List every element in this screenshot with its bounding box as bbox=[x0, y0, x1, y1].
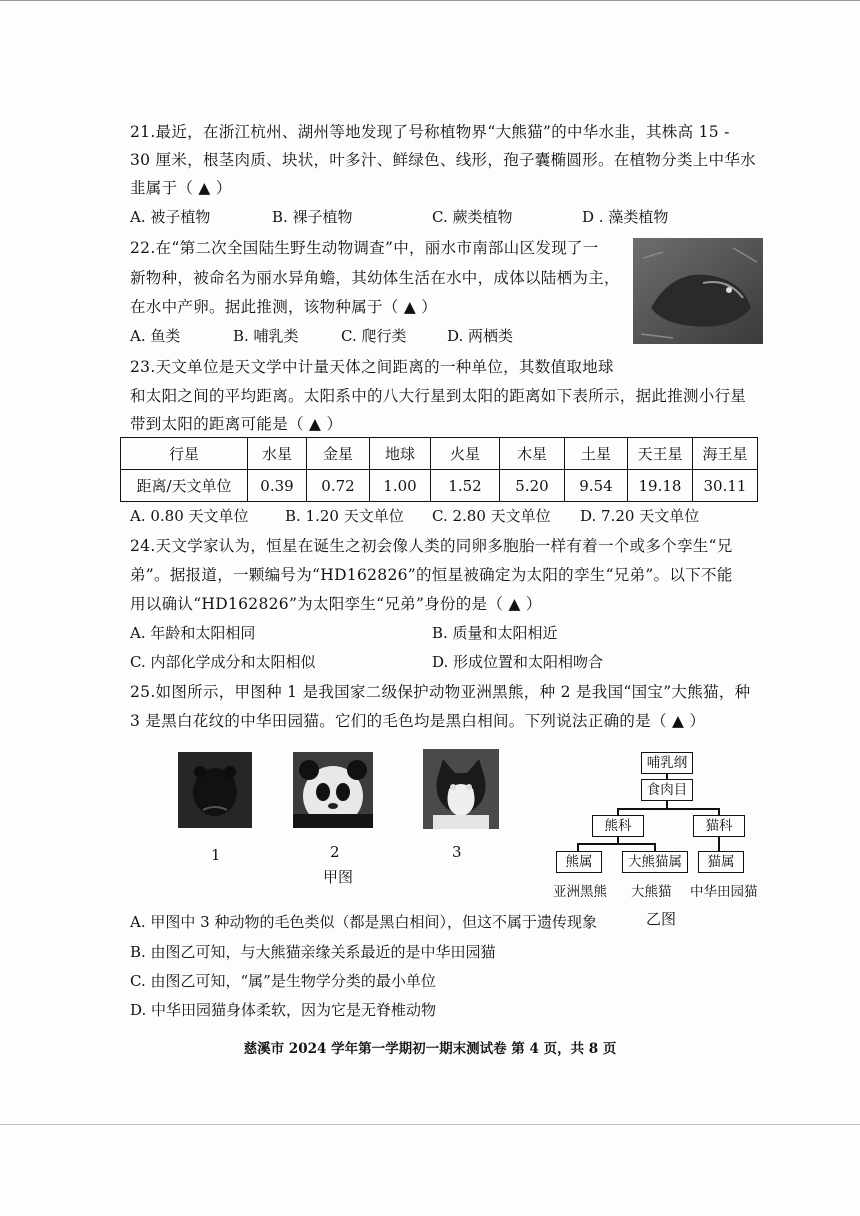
taxon-genus-cat-box: 猫属 bbox=[698, 851, 744, 873]
q23-line-3: 带到太阳的距离可能是（ ▲ ） bbox=[130, 415, 343, 433]
q22-line-3: 在水中产卵。据此推测，该物种属于（ ▲ ） bbox=[130, 298, 438, 316]
tree-connector bbox=[617, 808, 719, 810]
q23-option-c: C. 2.80 天文单位 bbox=[432, 507, 551, 525]
taxon-genus-panda-box: 大熊猫属 bbox=[622, 851, 688, 873]
table-cell: 0.39 bbox=[248, 470, 307, 502]
q22-line-1: 22.在“第二次全国陆生野生动物调查”中，丽水市南部山区发现了一 bbox=[130, 239, 599, 257]
table-header-cell: 火星 bbox=[431, 438, 500, 470]
cat-photo bbox=[423, 749, 499, 829]
figure-b-caption: 乙图 bbox=[646, 910, 677, 928]
table-header-cell: 地球 bbox=[370, 438, 431, 470]
q23-option-b: B. 1.20 天文单位 bbox=[285, 507, 404, 525]
figure-a-label-2: 2 bbox=[330, 843, 340, 861]
q24-option-b: B. 质量和太阳相近 bbox=[432, 624, 558, 642]
q21-option-d: D . 藻类植物 bbox=[582, 208, 669, 226]
q21-option-c: C. 蕨类植物 bbox=[432, 208, 513, 226]
q21-option-b: B. 裸子植物 bbox=[272, 208, 353, 226]
taxon-class-box: 哺乳纲 bbox=[641, 752, 693, 774]
figure-a-caption: 甲图 bbox=[323, 868, 354, 886]
figure-a-label-3: 3 bbox=[452, 843, 462, 861]
planet-distance-table bbox=[120, 437, 758, 502]
q23-option-a: A. 0.80 天文单位 bbox=[130, 507, 249, 525]
toad-photo bbox=[633, 238, 763, 344]
q23-line-2: 和太阳之间的平均距离。太阳系中的八大行星到太阳的距离如下表所示，据此推测小行星 bbox=[130, 387, 747, 405]
table-cell: 5.20 bbox=[500, 470, 565, 502]
taxon-genus-bear-box: 熊属 bbox=[556, 851, 602, 873]
bottom-border bbox=[0, 1124, 860, 1125]
table-header-cell: 土星 bbox=[565, 438, 628, 470]
table-header-cell: 水星 bbox=[248, 438, 307, 470]
giant-panda-photo bbox=[293, 752, 373, 828]
taxon-family-cat-box: 猫科 bbox=[693, 815, 745, 837]
q21-line-3: 韭属于（ ▲ ） bbox=[130, 179, 232, 197]
taxon-family-bear-box: 熊科 bbox=[592, 815, 644, 837]
q24-line-1: 24.天文学家认为，恒星在诞生之初会像人类的同卵多胞胎一样有着一个或多个孪生“兄 bbox=[130, 537, 733, 555]
q24-line-2: 弟”。据报道，一颗编号为“HD162826”的恒星被确定为太阳的孪生“兄弟”。以下不能 bbox=[130, 566, 733, 584]
tree-connector bbox=[577, 843, 655, 845]
taxon-order-box: 食肉目 bbox=[641, 779, 693, 801]
q21-option-a: A. 被子植物 bbox=[130, 208, 211, 226]
species-label-panda: 大熊猫 bbox=[631, 884, 672, 900]
table-header-row bbox=[121, 438, 758, 470]
table-cell: 0.72 bbox=[307, 470, 370, 502]
species-label-black-bear: 亚洲黑熊 bbox=[553, 884, 607, 900]
table-row bbox=[121, 470, 758, 502]
table-cell: 1.00 bbox=[370, 470, 431, 502]
table-cell: 30.11 bbox=[693, 470, 758, 502]
q23-option-d: D. 7.20 天文单位 bbox=[580, 507, 700, 525]
table-cell: 9.54 bbox=[565, 470, 628, 502]
q21-line-1: 21.最近，在浙江杭州、湖州等地发现了号称植物界“大熊猫”的中华水韭，其株高 15 - bbox=[130, 123, 730, 141]
q25-option-d: D. 中华田园猫身体柔软，因为它是无脊椎动物 bbox=[130, 1001, 437, 1019]
tree-connector bbox=[654, 843, 656, 851]
q24-line-3: 用以确认“HD162826”为太阳孪生“兄弟”身份的是（ ▲ ） bbox=[130, 595, 542, 613]
q22-option-a: A. 鱼类 bbox=[130, 327, 181, 345]
page-footer: 慈溪市 2024 学年第一学期初一期末测试卷 第 4 页，共 8 页 bbox=[243, 1041, 617, 1057]
table-cell: 1.52 bbox=[431, 470, 500, 502]
q25-option-a: A. 甲图中 3 种动物的毛色类似（都是黑白相间），但这不属于遗传现象 bbox=[130, 913, 597, 931]
q25-option-b: B. 由图乙可知，与大熊猫亲缘关系最近的是中华田园猫 bbox=[130, 943, 496, 961]
table-header-cell: 金星 bbox=[307, 438, 370, 470]
q25-line-1: 25.如图所示，甲图种 1 是我国家二级保护动物亚洲黑熊，种 2 是我国“国宝”大熊猫，种 bbox=[130, 683, 751, 701]
table-header-cell: 天王星 bbox=[628, 438, 693, 470]
table-header-cell: 行星 bbox=[121, 438, 248, 470]
q22-option-b: B. 哺乳类 bbox=[233, 327, 299, 345]
q22-option-c: C. 爬行类 bbox=[341, 327, 407, 345]
species-label-cat: 中华田园猫 bbox=[690, 884, 758, 900]
q25-option-c: C. 由图乙可知，“属”是生物学分类的最小单位 bbox=[130, 972, 436, 990]
black-bear-photo bbox=[178, 752, 252, 828]
q21-line-2: 30 厘米，根茎肉质、块状，叶多汁、鲜绿色、线形，孢子囊椭圆形。在植物分类上中华水 bbox=[130, 151, 756, 169]
tree-connector bbox=[718, 837, 720, 851]
tree-connector bbox=[577, 843, 579, 851]
q25-line-2: 3 是黑白花纹的中华田园猫。它们的毛色均是黑白相间。下列说法正确的是（ ▲ ） bbox=[130, 712, 706, 730]
top-border bbox=[0, 0, 860, 1]
q23-line-1: 23.天文单位是天文学中计量天体之间距离的一种单位，其数值取地球 bbox=[130, 358, 614, 376]
q22-option-d: D. 两栖类 bbox=[447, 327, 514, 345]
q24-option-a: A. 年龄和太阳相同 bbox=[130, 624, 256, 642]
figure-a-label-1: 1 bbox=[211, 846, 221, 864]
q22-line-2: 新物种，被命名为丽水异角蟾，其幼体生活在水中，成体以陆栖为主， bbox=[130, 269, 620, 287]
q24-option-c: C. 内部化学成分和太阳相似 bbox=[130, 653, 316, 671]
table-cell: 19.18 bbox=[628, 470, 693, 502]
table-header-cell: 木星 bbox=[500, 438, 565, 470]
table-cell: 距离/天文单位 bbox=[121, 470, 248, 502]
q24-option-d: D. 形成位置和太阳相吻合 bbox=[432, 653, 604, 671]
table-header-cell: 海王星 bbox=[693, 438, 758, 470]
